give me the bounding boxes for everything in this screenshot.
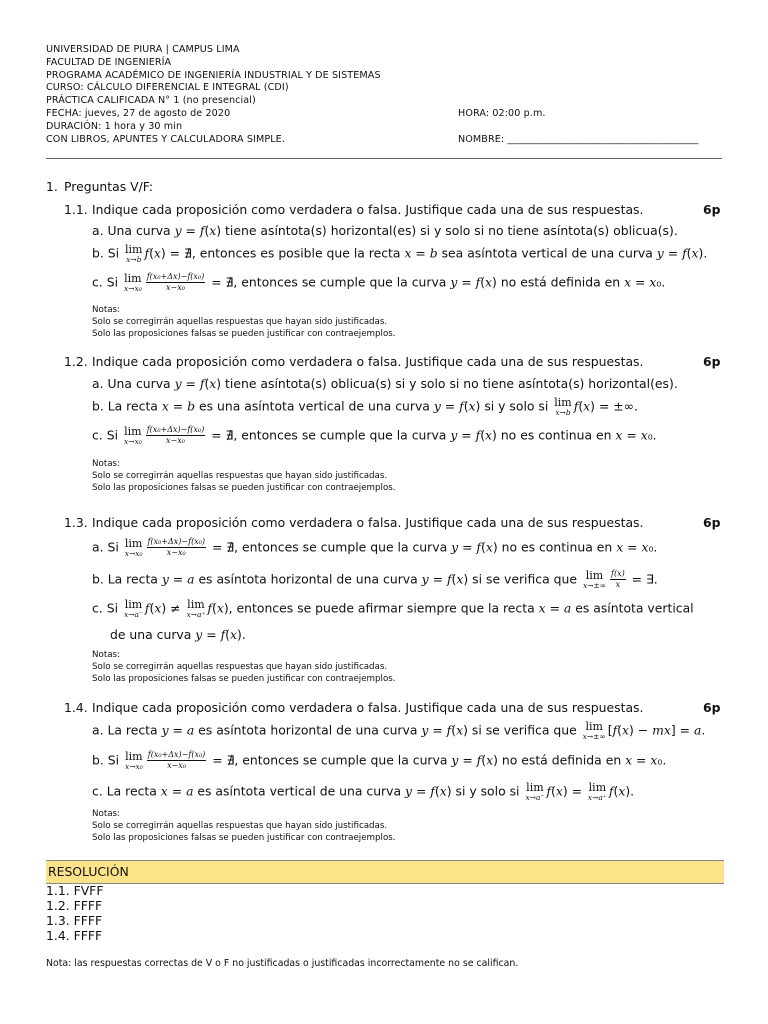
resolution-title: RESOLUCIÓN (48, 864, 129, 879)
answer-1-3: 1.3. FFFF (46, 913, 103, 928)
notes-label: Notas: (92, 650, 120, 660)
section-number: 1.4. (64, 700, 88, 715)
header-divider (46, 158, 722, 159)
item-letter: a. (92, 223, 104, 238)
section-points: 6p (703, 354, 721, 369)
section-number: 1.3. (64, 515, 88, 530)
item-1-3-c-continued: de una curva y = f(x). (110, 627, 246, 642)
item-1-4-c: c. La recta x = a es asíntota vertical de una curva y = f(x) si y solo si lim x→a⁻ f(x) = lim x→a⁺ f(x). (92, 781, 635, 802)
header-university: UNIVERSIDAD DE PIURA | CAMPUS LIMA (46, 44, 240, 55)
header-duration: DURACIÓN: 1 hora y 30 min (46, 121, 183, 132)
item-1-3-a: a. Si lim x→x₀ $\frac{\text{f(x₀+Δx)−f(x₀)}}{\text{x−x₀}}$ = ∄, entonces se cumple que la curva y = f(x) no es continua en x = x₀. (92, 537, 658, 559)
item-1-2-a: a. Una curva y = f(x) tiene asíntota(s) oblicua(s) si y solo si no tiene asíntota(s) horizontal(es). (92, 376, 678, 391)
answer-1-2: 1.2. FFFF (46, 898, 103, 913)
answer-1-1: 1.1. FVFF (46, 883, 104, 898)
item-letter: c. (92, 600, 103, 616)
item-1-1-a: a. Una curva y = f(x) tiene asíntota(s) horizontal(es) si y solo si no tiene asíntota(s) oblicua(s). (92, 223, 678, 238)
item-letter: c. (92, 274, 103, 290)
header-name-field: NOMBRE: _______________________________________ (458, 134, 699, 145)
notes-label: Notas: (92, 305, 120, 315)
notes-label: Notas: (92, 459, 120, 469)
notes-line-1: Solo se corregirrán aquellas respuestas que hayan sido justificadas. (92, 471, 388, 481)
item-1-1-b: b. Si lim x→b f(x) = ∄, entonces es posible que la recta x = b sea asíntota vertical de una curva y = f(x). (92, 243, 708, 264)
item-letter: b. (92, 245, 104, 261)
notes-line-2: Solo las proposiciones falsas se pueden justificar con contraejemplos. (92, 329, 396, 339)
notes-line-2: Solo las proposiciones falsas se pueden justificar con contraejemplos. (92, 833, 396, 843)
notes-line-2: Solo las proposiciones falsas se pueden justificar con contraejemplos. (92, 674, 396, 684)
header-exam: PRÁCTICA CALIFICADA N° 1 (no presencial) (46, 95, 256, 106)
item-letter: a. (92, 376, 104, 391)
item-1-2-b: b. La recta x = b es una asíntota vertical de una curva y = f(x) si y solo si lim x→b f(x) = ±∞. (92, 396, 638, 417)
item-letter: c. (92, 427, 103, 443)
header-course: CURSO: CÁLCULO DIFERENCIAL E INTEGRAL (CDI) (46, 82, 289, 93)
header-date: FECHA: jueves, 27 de agosto de 2020 (46, 108, 231, 119)
item-letter: a. (92, 539, 104, 555)
question-number: 1. (46, 179, 58, 194)
notes-line-1: Solo se corregirrán aquellas respuestas que hayan sido justificadas. (92, 662, 388, 672)
item-letter: b. (92, 752, 104, 768)
resolution-header (46, 860, 724, 884)
section-instruction: Indique cada proposición como verdadera o falsa. Justifique cada una de sus respuestas. (92, 202, 644, 217)
section-points: 6p (703, 202, 721, 217)
answer-1-4: 1.4. FFFF (46, 928, 103, 943)
item-letter: b. (92, 398, 104, 414)
section-instruction: Indique cada proposición como verdadera o falsa. Justifique cada una de sus respuestas. (92, 515, 644, 530)
header-program: PROGRAMA ACADÉMICO DE INGENIERÍA INDUSTRIAL Y DE SISTEMAS (46, 70, 381, 81)
section-points: 6p (703, 515, 721, 530)
section-instruction: Indique cada proposición como verdadera o falsa. Justifique cada una de sus respuestas. (92, 700, 644, 715)
footer-note: Nota: las respuestas correctas de V o F no justificadas o justificadas incorrectamente no se califican. (46, 958, 519, 969)
header-materials: CON LIBROS, APUNTES Y CALCULADORA SIMPLE. (46, 134, 285, 145)
notes-label: Notas: (92, 809, 120, 819)
question-title: Preguntas V/F: (64, 179, 154, 194)
item-1-1-c: c. Si lim x→x₀ $\frac{\text{f(x₀+Δx)−f(x₀)}}{\text{x−x₀}}$ = ∄, entonces se cumple que la curva y = f(x) no está definida en x = x₀. (92, 272, 666, 294)
item-1-4-b: b. Si lim x→x₀ $\frac{\text{f(x₀+Δx)−f(x₀)}}{\text{x−x₀}}$ = ∄, entonces se cumple que la curva y = f(x) no está definida en x = x₀. (92, 750, 667, 772)
notes-line-1: Solo se corregirrán aquellas respuestas que hayan sido justificadas. (92, 821, 388, 831)
header-time: HORA: 02:00 p.m. (458, 108, 546, 119)
section-number: 1.1. (64, 202, 88, 217)
item-1-4-a: a. La recta y = a es asíntota horizontal de una curva y = f(x) si se verifica que lim x→±∞ [f(x) − mx] = a. (92, 720, 706, 741)
notes-line-1: Solo se corregirrán aquellas respuestas que hayan sido justificadas. (92, 317, 388, 327)
header-faculty: FACULTAD DE INGENIERÍA (46, 57, 172, 68)
item-letter: a. (92, 722, 104, 738)
item-letter: c. (92, 783, 103, 799)
section-instruction: Indique cada proposición como verdadera o falsa. Justifique cada una de sus respuestas. (92, 354, 644, 369)
section-number: 1.2. (64, 354, 88, 369)
item-1-2-c: c. Si lim x→x₀ $\frac{\text{f(x₀+Δx)−f(x₀)}}{\text{x−x₀}}$ = ∄, entonces se cumple que la curva y = f(x) no es continua en x = x₀. (92, 425, 657, 447)
item-1-3-c: c. Si lim x→a⁻ f(x) ≠ lim x→a⁺ f(x), entonces se puede afirmar siempre que la recta x = a es asíntota vertical (92, 598, 694, 619)
notes-line-2: Solo las proposiciones falsas se pueden justificar con contraejemplos. (92, 483, 396, 493)
section-points: 6p (703, 700, 721, 715)
item-letter: b. (92, 571, 104, 587)
item-1-3-b: b. La recta y = a es asíntota horizontal de una curva y = f(x) si se verifica que lim x→±∞ $\frac{f(x)}{x}$ = ∃. (92, 569, 658, 591)
